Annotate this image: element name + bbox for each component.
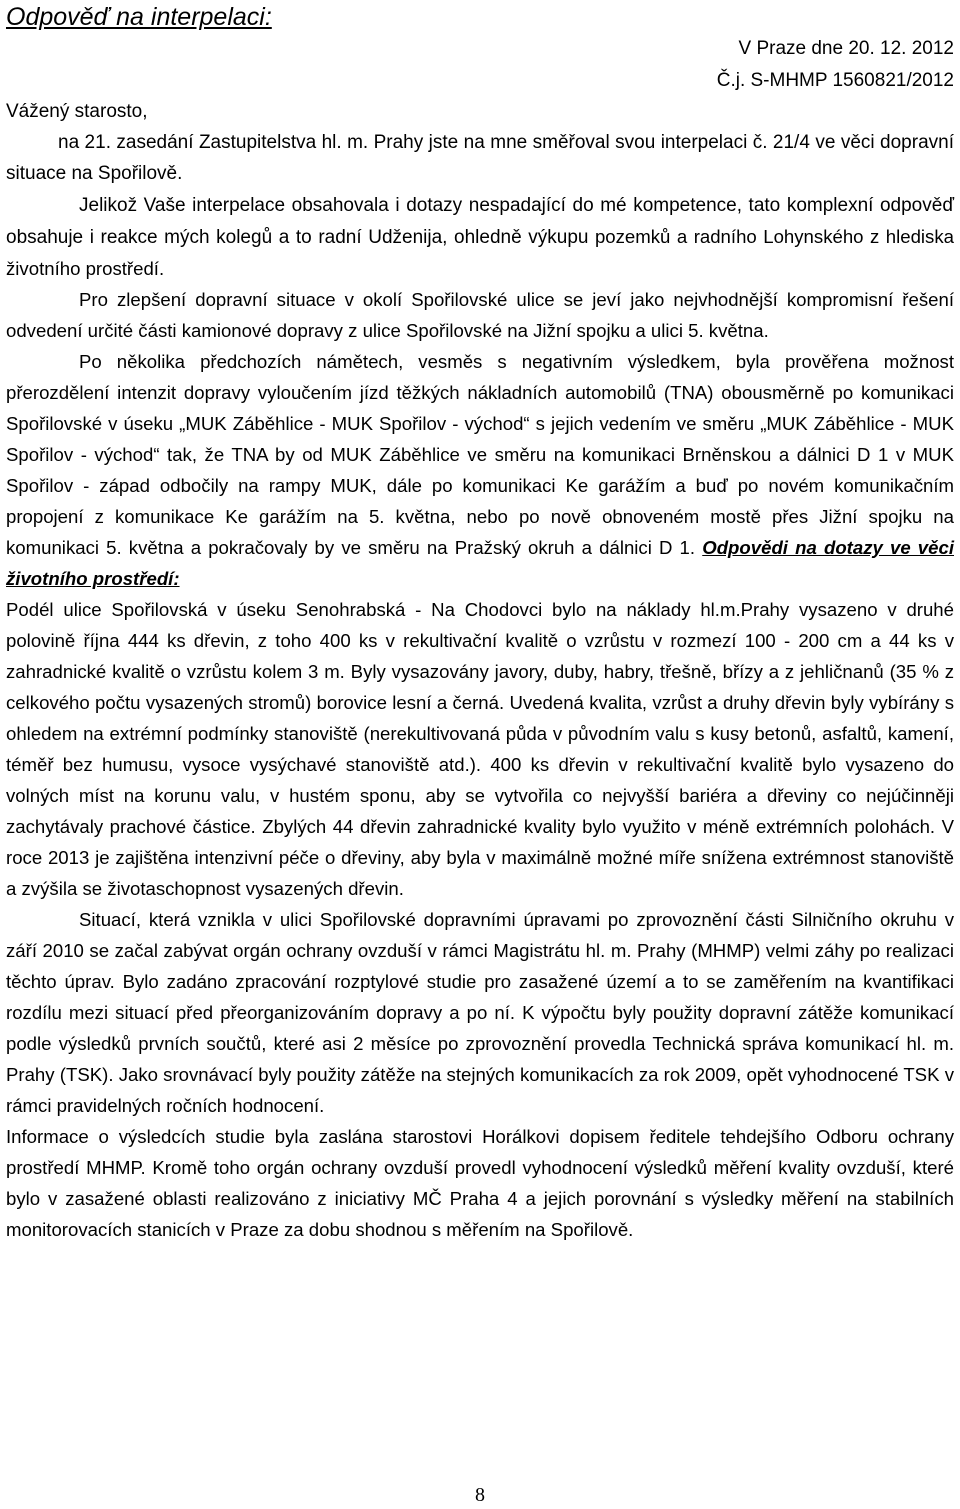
environment-section-heading: Odpovědi na dotazy ve věci životního prostředí: <box>6 537 954 589</box>
paragraph-competence <box>6 189 954 284</box>
date-line: V Praze dne 20. 12. 2012 <box>738 38 954 59</box>
paragraph-intro: na 21. zasedání Zastupitelstva hl. m. Prahy jste na mne směřoval svou interpelaci č. 21/4 ve věci dopravní situace na Spořilově. <box>6 132 954 184</box>
paragraph-competence-text: Jelikož Vaše interpelace obsahovala i dotazy nespadající do mé kompetence, tato komplexní odpověď obsahuje i reakce mých kolegů a to radní Udženija, ohledně výkupu <box>6 195 954 248</box>
page-number: 8 <box>475 1484 485 1506</box>
reference-number: Č.j. S-MHMP 1560821/2012 <box>716 70 954 91</box>
paragraph-air-quality-study: Situací, která vznikla v ulici Spořilovské dopravními úpravami po zprovoznění části Silničního okruhu v září 2010 se začal zabývat orgán ochrany ovzduší v rámci Magistrátu hl. m. Prahy (MHMP) velmi záhy po realizaci těchto úprav. Bylo zadáno zpracování rozptylové studie pro zasažené území a to se zaměřením na kvantifikaci rozdílu mezi situací před přeorganizováním dopravy a po ní. K výpočtu byly použity dopravní zátěže komunikací podle výsledků prvních součtů, které asi 2 měsíce po zprovoznění provedla Technická správa komunikací hl. m. Prahy (TSK). Jako srovnávací byly použity zátěže na stejných komunikacích za rok 2009, opět vyhodnocené TSK v rámci pravidelných ročních hodnocení. <box>6 909 954 1116</box>
paragraph-traffic-detail <box>6 346 954 594</box>
paragraph-study-results: Informace o výsledcích studie byla zaslána starostovi Horálkovi dopisem ředitele tehdejšího Odboru ochrany prostředí MHMP. Kromě toho orgán ochrany ovzduší provedl vyhodnocení výsledků měření kvality ovzduší, které bylo v zasažené oblasti realizováno z iniciativy MČ Praha 4 a jejich porovnání s výsledky měření na stabilních monitorovacích stanicích v Praze za dobu shodnou s měřením na Spořilově. <box>6 1126 954 1240</box>
document-heading: Odpověď na interpelaci: <box>6 3 272 31</box>
paragraph-traffic-solution: Pro zlepšení dopravní situace v okolí Spořilovské ulice se jeví jako nejvhodnější kompromisní řešení odvedení určité části kamionové dopravy z ulice Spořilovské na Jižní spojku a ulici 5. května. <box>6 289 954 341</box>
document-page <box>6 0 954 1245</box>
paragraph-traffic-detail-text: Po několika předchozích námětech, vesměs s negativním výsledkem, byla prověřena možnost přerozdělení intenzit dopravy vyloučením jízd těžkých nákladních automobilů (TNA) obousměrně po komunikaci Spořilovské v úseku „MUK Záběhlice - MUK Spořilov - východ“ s jejich vedením ve směru „MUK Záběhlice - MUK Spořilov - východ“ tak, že TNA by od MUK Záběhlice ve směru na komunikaci Brněnskou a dálnici D 1 v MUK Spořilov - západ odbočily na rampy MUK, dále po komunikaci Ke garážím a buď po novém komunikačním propojení z komunikace Ke garážím na 5. května, nebo po nově obnoveném mostě přes Jižní spojku na komunikaci 5. května a pokračovaly by ve směru na Pražský okruh a dálnici D 1. <box>6 351 954 558</box>
paragraph-competence-end: pozemků a radního Lohynského z hlediska životního prostředí. <box>6 226 954 279</box>
salutation: Vážený starosto, <box>6 101 148 122</box>
paragraph-tree-planting: Podél ulice Spořilovská v úseku Senohrabská - Na Chodovci bylo na náklady hl.m.Prahy vysazeno v druhé polovině října 444 ks dřevin, z toho 400 ks v rekultivační kvalitě o vzrůstu v rozmezí 100 - 200 cm a 44 ks v zahradnické kvalitě o vzrůstu kolem 3 m. Byly vysazovány javory, duby, habry, třešně, břízy a z jehličnanů (35 % z celkového počtu vysazených stromů) borovice lesní a černá. Uvedená kvalita, vzrůst a druhy dřevin byly vybírány s ohledem na extrémní podmínky stanoviště (nerekultivovaná půda v původním valu s kusy betonů, asfaltů, kamení, téměř bez humusu, vysoce vysýchavé stanoviště atd.). 400 ks dřevin v rekultivační kvalitě bylo vysazeno do volných míst na korunu valu, v hustém sponu, aby se vytvořila co nejvyšší bariéra a dřeviny co nejúčinněji zachytávaly prachové částice. Zbylých 44 dřevin zahradnické kvality bylo využito v méně extrémních polohách. V roce 2013 je zajištěna intenzivní péče o dřeviny, aby byla v maximálně možné míře snížena extrémnost stanoviště a zvýšila se životaschopnost vysazených dřevin. <box>6 599 954 899</box>
